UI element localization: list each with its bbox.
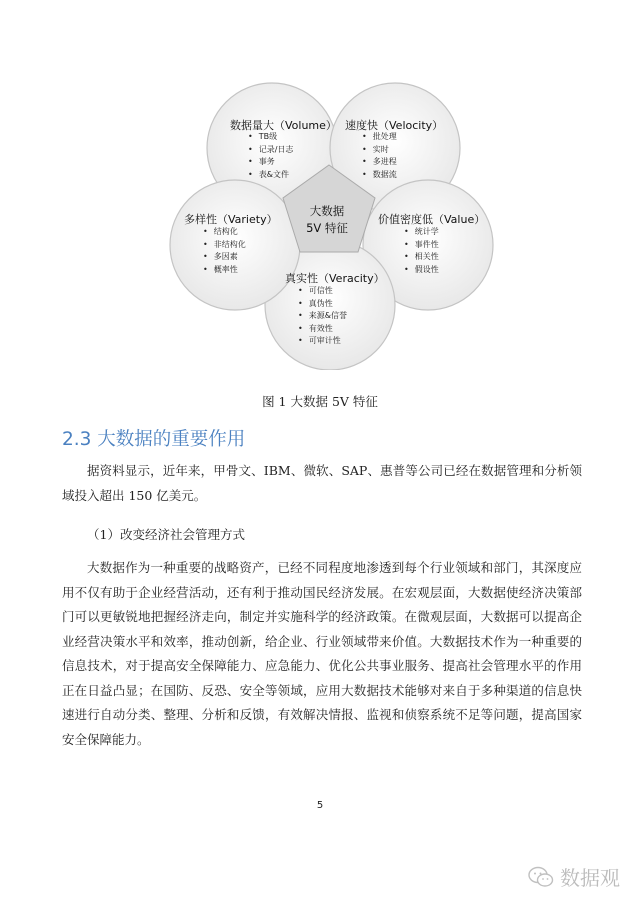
subheading-1: （1）改变经济社会管理方式	[87, 527, 245, 542]
veracity-title: 真实性（Veracity）	[285, 272, 385, 285]
center-label-line2: 5V 特征	[306, 221, 348, 235]
list-item: • 结构化	[203, 226, 246, 239]
velocity-title: 速度快（Velocity）	[345, 119, 444, 132]
list-item: • 可审计性	[298, 335, 347, 348]
variety-list	[203, 226, 246, 276]
volume-title: 数据量大（Volume）	[230, 119, 337, 132]
watermark	[528, 862, 620, 891]
wechat-icon	[528, 866, 554, 888]
list-item: • 非结构化	[203, 239, 246, 252]
value-list	[404, 226, 439, 276]
list-item: • 假设性	[404, 264, 439, 277]
paragraph-2: 大数据作为一种重要的战略资产，已经不同程度地渗透到每个行业领域和部门，其深度应用不仅有助于企业经营活动，还有利于推动国民经济发展。在宏观层面，大数据使经济决策部门可以更敏锐地把握经济走向，制定并实施科学的经济政策。在微观层面，大数据可以提高企业经营决策水平和效率，推动创新，给企业、行业领域带来价值。大数据技术作为一种重要的信息技术，对于提高安全保障能力、应急能力、优化公共事业服务、提高社会管理水平的作用正在日益凸显；在国防、反恐、安全等领域，应用大数据技术能够对来自于多种渠道的信息快速进行自动分类、整理、分析和反馈，有效解决情报、监视和侦察系统不足等问题，提高国家安全保障能力。	[62, 560, 582, 747]
volume-list	[248, 131, 293, 181]
list-item: • 统计学	[404, 226, 439, 239]
veracity-list	[298, 285, 347, 348]
center-label	[292, 203, 362, 237]
five-v-diagram	[0, 0, 640, 370]
list-item: • 多因素	[203, 251, 246, 264]
page-number: 5	[316, 800, 324, 811]
paragraph-1: 据资料显示，近年来，甲骨文、IBM、微软、SAP、惠普等公司已经在数据管理和分析领域投入超出 150 亿美元。	[62, 463, 582, 503]
list-item: • 记录/日志	[248, 144, 293, 157]
list-item: • TB级	[248, 131, 293, 144]
value-title: 价值密度低（Value）	[378, 213, 486, 226]
list-item: • 有效性	[298, 323, 347, 336]
center-label-line1: 大数据	[309, 204, 345, 218]
list-item: • 数据流	[362, 169, 397, 182]
list-item: • 真伪性	[298, 298, 347, 311]
section-heading: 2.3 大数据的重要作用	[62, 429, 246, 450]
list-item: • 事件性	[404, 239, 439, 252]
variety-title: 多样性（Variety）	[184, 213, 278, 226]
list-item: • 概率性	[203, 264, 246, 277]
figure-caption: 图 1 大数据 5V 特征	[262, 394, 378, 409]
list-item: • 来源&信誉	[298, 310, 347, 323]
velocity-list	[362, 131, 397, 181]
list-item: • 相关性	[404, 251, 439, 264]
watermark-text: 数据观	[560, 866, 620, 890]
list-item: • 事务	[248, 156, 293, 169]
list-item: • 可信性	[298, 285, 347, 298]
list-item: • 批处理	[362, 131, 397, 144]
list-item: • 表&文件	[248, 169, 293, 182]
list-item: • 多进程	[362, 156, 397, 169]
list-item: • 实时	[362, 144, 397, 157]
